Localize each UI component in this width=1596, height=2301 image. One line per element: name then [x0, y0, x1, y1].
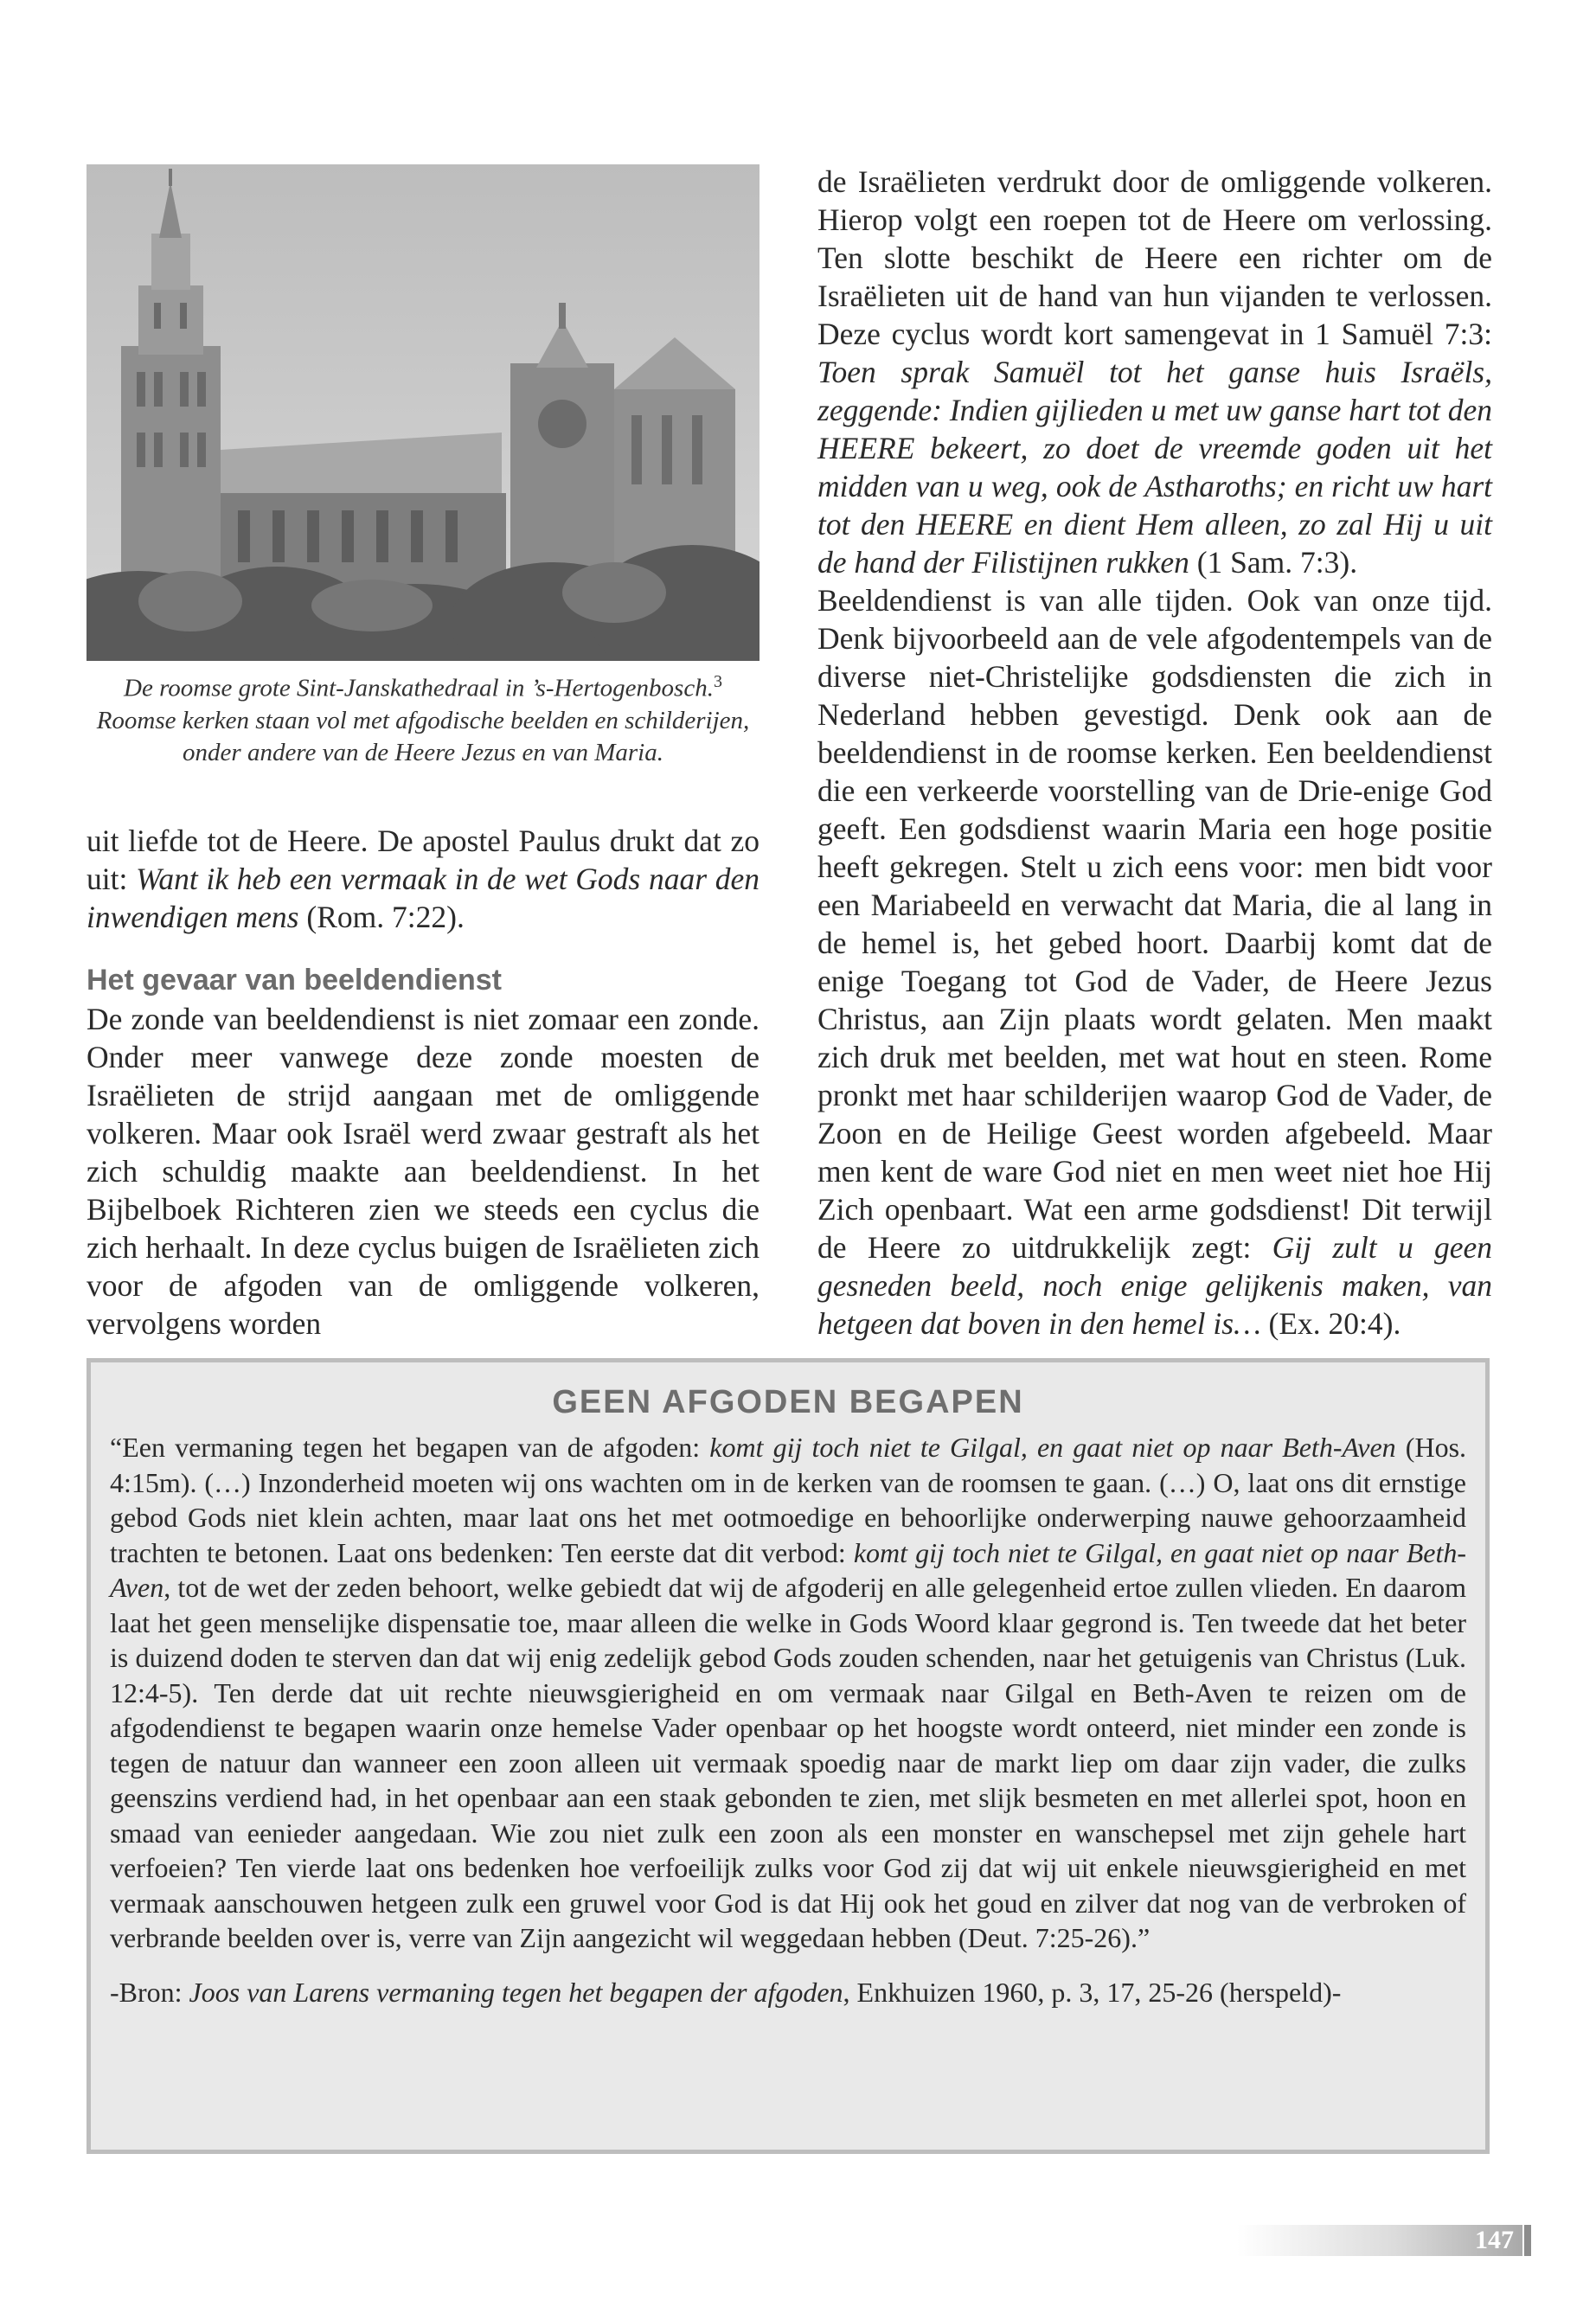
cathedral-photo — [87, 164, 760, 661]
source-title: Joos van Larens vermaning tegen het begapen der afgoden — [189, 1976, 843, 2008]
caption-line1: De roomse grote Sint-Janskathedraal in ’s-Hertogenbosch. — [124, 674, 714, 702]
bible-quote: Want ik heb een vermaak in de wet Gods naar den inwendigen mens — [87, 862, 760, 934]
bible-quote: komt gij toch niet te Gilgal, en gaat niet op naar Beth-Aven — [110, 1536, 1467, 1603]
page-number: 147 — [1475, 2226, 1514, 2254]
box-quote — [110, 1430, 1466, 1956]
text: Beeldendienst is van alle tijden. Ook van onze tijd. Denk bijvoorbeeld aan de vele afgodentempels van de diverse niet-Christelijke godsdiensten die zich in Nederland hebben gevestigd. Denk ook aan de beeldendienst in de roomse kerken. Een beeldendienst die een verkeerde voorstelling van de Drie-enige God geeft. Een godsdienst waarin Maria een hoge positie heeft gekregen. Stelt u zich eens voor: men bidt voor een Mariabeeld en verwacht dat Maria, die al lang in de hemel is, het gebed hoort. Daarbij komt dat de enige Toegang tot God de Vader, de Heere Jezus Christus, aan Zijn plaats wordt gelaten. Men maakt zich druk met beelden, met wat hout en steen. Rome pronkt met haar schilderijen waarop God de Vader, de Zoon en de Heilige Geest worden afgebeeld. Maar men kent de ware God niet en men weet niet hoe Hij Zich openbaart. Wat een arme godsdienst! Dit terwijl de Heere zo uitdrukkelijk zegt: — [817, 583, 1492, 1265]
left-paragraph-2: De zonde van beeldendienst is niet zomaar een zonde. Onder meer vanwege deze zonde moesten de Israëlieten de strijd aangaan met de omliggende volkeren. Maar ook Israël werd zwaar gestraft als het zich schuldig maakte aan beeldendienst. In het Bijbelboek Richteren zien we steeds een cyclus die zich herhaalt. In deze cyclus buigen de Israëlieten zich voor de afgoden van de omliggende volkeren, vervolgens worden — [87, 1002, 760, 1341]
bible-quote: Gij zult u geen gesneden beeld, noch enige gelijkenis maken, van hetgeen dat boven in den hemel is… — [817, 1230, 1493, 1341]
caption-footnote: 3 — [713, 672, 722, 691]
left-column — [87, 822, 760, 1343]
bible-quote: komt gij toch niet te Gilgal, en gaat niet op naar Beth-Aven — [709, 1432, 1396, 1463]
right-paragraph-2 — [817, 581, 1492, 1343]
text: -Bron: — [110, 1976, 189, 2008]
cathedral-photo-icon — [87, 164, 760, 661]
left-paragraph-1 — [87, 822, 760, 936]
text: , Enkhuizen 1960, p. 3, 17, 25-26 (herspeld)- — [843, 1976, 1342, 2008]
text: uit liefde tot de Heere. De apostel Paulus drukt dat zo uit: — [87, 824, 760, 896]
photo-caption — [87, 666, 760, 769]
caption-line2: Roomse kerken staan vol met afgodische beelden en schilderijen, onder andere van de Heere Jezus en van Maria. — [96, 706, 750, 766]
reference: (Rom. 7:22). — [298, 900, 465, 934]
quote-box — [87, 1358, 1490, 2154]
section-heading: Het gevaar van beeldendienst — [87, 964, 502, 997]
box-title: GEEN AFGODEN BEGAPEN — [552, 1384, 1024, 1420]
text: de Israëlieten verdrukt door de omliggende volkeren. Hierop volgt een roepen tot de Heere om verlossing. Ten slotte beschikt de Heere een richter om de Israëlieten uit de hand van hun vijanden te verlossen. Deze cyclus wordt kort samengevat in 1 Samuël 7:3: — [817, 164, 1492, 351]
text: “Een vermaning tegen het begapen van de afgoden: — [110, 1432, 710, 1463]
page-number-bar-end — [1524, 2225, 1531, 2256]
right-column — [817, 163, 1492, 1343]
bible-quote: Toen sprak Samuël tot het ganse huis Israëls, zeggende: Indien gijlieden u met uw ganse hart tot den HEERE bekeert, zo doet de vreemde goden uit het midden van u weg, ook de Astharoths; en richt uw hart tot den HEERE en dient Hem alleen, zo zal Hij u uit de hand der Filistijnen rukken — [817, 355, 1492, 580]
reference: (1 Sam. 7:3). — [1189, 545, 1358, 580]
right-paragraph-1 — [817, 163, 1492, 581]
reference: (Ex. 20:4). — [1260, 1306, 1401, 1341]
text: , tot de wet der zeden behoort, welke gebiedt dat wij de afgoderij en alle gelegenheid ertoe zullen vlieden. En daarom laat het geen menselijke dispensatie toe, maar alleen die welke in Gods Woord klaar gegrond is. Ten tweede dat het beter is duizend doden te sterven dan dat wij enig zedelijk gebod Gods zouden schenden, naar het getuigenis van Christus (Luk. 12:4-5). Ten derde dat uit rechte nieuwsgierigheid en om vermaak naar Gilgal en Beth-Aven te reizen om de afgodendienst te begapen waarin onze hemelse Vader openbaar op het hoogste wordt onteerd, niet minder een zonde is tegen de natuur dan wanneer een zoon alleen uit vermaak spoedig naar de markt liep om daar zijn vader, die zulks geenszins verdiend had, in het openbaar aan een staak gebonden te zien, met slijk besmeten en met allerlei spot, hoon en smaad van eenieder aangedaan. Wie zou niet zulk een zoon als een monster en wanschepsel met zijn gehele hart verfoeien? Ten vierde laat ons bedenken hoe verfoeilijk zulks voor God zij dat wij uit enkele nieuwsgierigheid en met vermaak aanschouwen hetgeen zulk een gruwel voor God is dat Hij ook het goud en zilver dat nog van de verbroken of verbrande beelden over is, verre van Zijn aangezicht wil weggedaan hebben (Deut. 7:25-26).” — [110, 1572, 1466, 1953]
box-source — [110, 1975, 1466, 2009]
text: (Hos. 4:15m). (…) Inzonderheid moeten wij ons wachten om in de kerken van de roomsen te gaan. (…) O, laat ons dit ernstige gebod Gods niet klein achten, maar laat ons het met ootmoedige en behoorlijke onderwerping nauwe gehoorzaamheid trachten te betonen. Laat ons bedenken: Ten eerste dat dit verbod: — [110, 1432, 1467, 1568]
